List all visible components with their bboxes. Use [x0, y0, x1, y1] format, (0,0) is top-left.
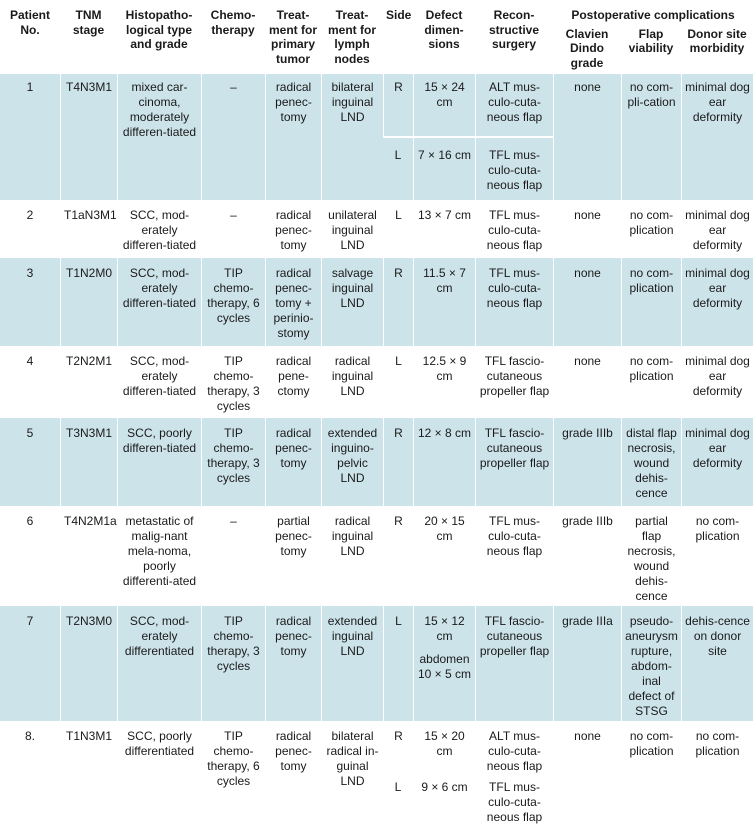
- cell-primary: radical penec-tomy: [265, 200, 321, 258]
- header-defect-dimensions: Defect dimen-sions: [424, 8, 464, 51]
- cell-lymph: unilateral inguinal LND: [321, 200, 383, 258]
- cell-tnm: T2N2M1: [60, 346, 117, 418]
- cell-patient-no: 6: [26, 514, 34, 528]
- cell-chemo: TIP chemo-therapy, 6 cycles: [201, 258, 265, 346]
- table-row: [0, 606, 753, 721]
- cell-flap: no com-plication: [621, 258, 681, 346]
- cell-side: L: [383, 606, 413, 721]
- cell-clavien: none: [553, 200, 621, 258]
- cell-side: L: [383, 346, 413, 418]
- cell-side: R: [383, 721, 413, 776]
- cell-histo: metastatic of malig-nant mela-noma, poorly differenti-ated: [117, 506, 201, 606]
- cell-patient-no: 8.: [24, 729, 35, 743]
- cell-defect: 15 × 20 cm: [413, 721, 475, 776]
- cell-donor: no com-plication: [681, 506, 753, 606]
- header-chemotherapy: Chemo-therapy: [210, 8, 256, 37]
- cell-lymph: bilateral radical in-guinal LND: [321, 721, 383, 827]
- cell-clavien: none: [553, 74, 621, 200]
- table-row: [0, 418, 753, 506]
- cell-defect: 13 × 7 cm: [413, 200, 475, 258]
- cell-patient-no: 7: [0, 606, 60, 721]
- cell-flap: no com-pli-cation: [621, 74, 681, 200]
- cell-primary: radical penec-tomy: [265, 721, 321, 827]
- cell-histo: SCC, mod-erately differen-tiated: [117, 200, 201, 258]
- cell-tnm: T1N2M0: [60, 258, 117, 346]
- cell-recon: TFL mus-culo-cuta-neous flap: [475, 776, 553, 827]
- cell-histo: SCC, poorly differen-tiated: [117, 418, 201, 506]
- cell-donor: minimal dog ear deformity: [681, 200, 753, 258]
- cell-recon: ALT mus-culo-cuta-neous flap: [475, 74, 553, 136]
- cell-flap: distal flap necrosis, wound dehis-cence: [621, 418, 681, 506]
- cell-tnm: T4N2M1a: [60, 506, 117, 606]
- cell-clavien: none: [553, 346, 621, 418]
- cell-clavien: grade IIIb: [553, 506, 621, 606]
- cell-defect: [413, 606, 475, 721]
- cell-side: L: [383, 200, 413, 258]
- defect-primary: 15 × 12 cm: [424, 614, 465, 643]
- cell-recon: TFL mus-culo-cuta-neous flap: [475, 506, 553, 606]
- table-row: [0, 506, 753, 606]
- cell-patient-no: 2: [26, 208, 34, 222]
- cell-histo: SCC, mod-erately differen-tiated: [117, 346, 201, 418]
- cell-recon: TFL fascio-cutaneous propeller flap: [475, 606, 553, 721]
- cell-primary: radical pene-ctomy: [265, 346, 321, 418]
- cell-flap: pseudo-aneurysm rupture, abdom-inal defect of STSG: [621, 606, 681, 721]
- cell-tnm: T3N3M1: [60, 418, 117, 506]
- cell-clavien: grade IIIb: [553, 418, 621, 506]
- cell-chemo: –: [201, 506, 265, 606]
- header-donor-site: Donor site morbidity: [687, 26, 747, 55]
- cell-histo: mixed car-cinoma, moderately differen-tiated: [117, 74, 201, 200]
- cell-chemo: –: [201, 200, 265, 258]
- cell-tnm: T4N3M1: [60, 74, 117, 200]
- cell-donor: minimal dog ear deformity: [681, 74, 753, 200]
- cell-histo: SCC, poorly differentiated: [117, 721, 201, 827]
- cell-recon: ALT mus-culo-cuta-neous flap: [475, 721, 553, 776]
- cell-lymph: extended inguino-pelvic LND: [321, 418, 383, 506]
- cell-chemo: TIP chemo-therapy, 3 cycles: [201, 418, 265, 506]
- defect-abdomen: abdomen 10 × 5 cm: [417, 652, 472, 681]
- cell-tnm: T1aN3M1: [60, 200, 117, 258]
- table-row: [0, 346, 753, 418]
- cell-recon: TFL fascio-cutaneous propeller flap: [475, 346, 553, 418]
- cell-lymph: bilateral inguinal LND: [321, 74, 383, 200]
- cell-patient-no: 1: [0, 74, 60, 200]
- cell-clavien: none: [553, 721, 621, 827]
- header-treatment-lymph: Treat-ment for lymph nodes: [328, 8, 376, 66]
- header-patient-no: Patient No.: [9, 8, 50, 37]
- cell-defect: 9 × 6 cm: [413, 776, 475, 827]
- cell-side: L: [383, 136, 413, 200]
- cell-primary: radical penec-tomy: [265, 418, 321, 506]
- header-tnm-stage: TNM stage: [72, 8, 105, 37]
- cell-lymph: radical inguinal LND: [321, 506, 383, 606]
- cell-primary: radical penec-tomy: [265, 74, 321, 200]
- cell-lymph: radical inguinal LND: [321, 346, 383, 418]
- cell-side: R: [383, 506, 413, 606]
- table-row: [0, 721, 753, 776]
- cell-patient-no: 4: [26, 354, 34, 368]
- cell-primary: partial penec-tomy: [265, 506, 321, 606]
- header-reconstructive-surgery: Recon-structive surgery: [488, 8, 540, 51]
- cell-defect: 11.5 × 7 cm: [413, 258, 475, 346]
- cell-recon: TFL mus-culo-cuta-neous flap: [475, 136, 553, 200]
- cell-patient-no: 5: [0, 418, 60, 506]
- table-row: [0, 74, 753, 136]
- cell-recon: TFL mus-culo-cuta-neous flap: [475, 200, 553, 258]
- header-side: Side: [386, 8, 412, 22]
- cell-side: R: [383, 74, 413, 136]
- cell-defect: 12.5 × 9 cm: [413, 346, 475, 418]
- cell-histo: SCC, mod-erately differentiated: [117, 606, 201, 721]
- cell-donor: minimal dog ear deformity: [681, 258, 753, 346]
- cell-lymph: salvage inguinal LND: [321, 258, 383, 346]
- header-clavien-dindo: Clavien Dindo grade: [565, 26, 609, 70]
- cell-tnm: T2N3M0: [60, 606, 117, 721]
- cell-lymph: extended inguinal LND: [321, 606, 383, 721]
- cell-chemo: –: [201, 74, 265, 200]
- cell-patient-no: 3: [0, 258, 60, 346]
- cell-chemo: TIP chemo-therapy, 6 cycles: [201, 721, 265, 827]
- header-treatment-primary: Treat-ment for primary tumor: [269, 8, 317, 66]
- cell-chemo: TIP chemo-therapy, 3 cycles: [201, 606, 265, 721]
- cell-primary: radical penec-tomy: [265, 606, 321, 721]
- cell-side: R: [383, 258, 413, 346]
- cell-donor: no com-plication: [681, 721, 753, 827]
- cell-flap: no com-plication: [621, 721, 681, 827]
- cell-defect: 15 × 24 cm: [413, 74, 475, 136]
- cell-flap: no com-plication: [621, 200, 681, 258]
- cell-clavien: none: [553, 258, 621, 346]
- cell-donor: dehis-cence on donor site: [681, 606, 753, 721]
- cell-defect: 12 × 8 cm: [413, 418, 475, 506]
- cell-tnm: T1N3M1: [60, 721, 117, 827]
- cell-donor: minimal dog ear deformity: [681, 418, 753, 506]
- cell-side: L: [394, 780, 402, 794]
- cell-flap: partial flap necrosis, wound dehis-cence: [621, 506, 681, 606]
- header-histopathology: Histopatho-logical type and grade: [125, 8, 193, 51]
- header-flap-viability: Flap viability: [628, 26, 674, 55]
- cell-primary: radical penec-tomy + perinio-stomy: [265, 258, 321, 346]
- cell-recon: TFL fascio-cutaneous propeller flap: [475, 418, 553, 506]
- table-row: [0, 258, 753, 346]
- cell-flap: no com-plication: [621, 346, 681, 418]
- header-postop-complications: Postoperative complications: [571, 8, 735, 22]
- cell-defect: 20 × 15 cm: [413, 506, 475, 606]
- cell-donor: minimal dog ear deformity: [681, 346, 753, 418]
- cell-clavien: grade IIIa: [553, 606, 621, 721]
- cell-side: R: [383, 418, 413, 506]
- table-row: [0, 200, 753, 258]
- cell-recon: TFL mus-culo-cuta-neous flap: [475, 258, 553, 346]
- cell-histo: SCC, mod-erately differen-tiated: [117, 258, 201, 346]
- cell-chemo: TIP chemo-therapy, 3 cycles: [201, 346, 265, 418]
- cell-defect: 7 × 16 cm: [413, 136, 475, 200]
